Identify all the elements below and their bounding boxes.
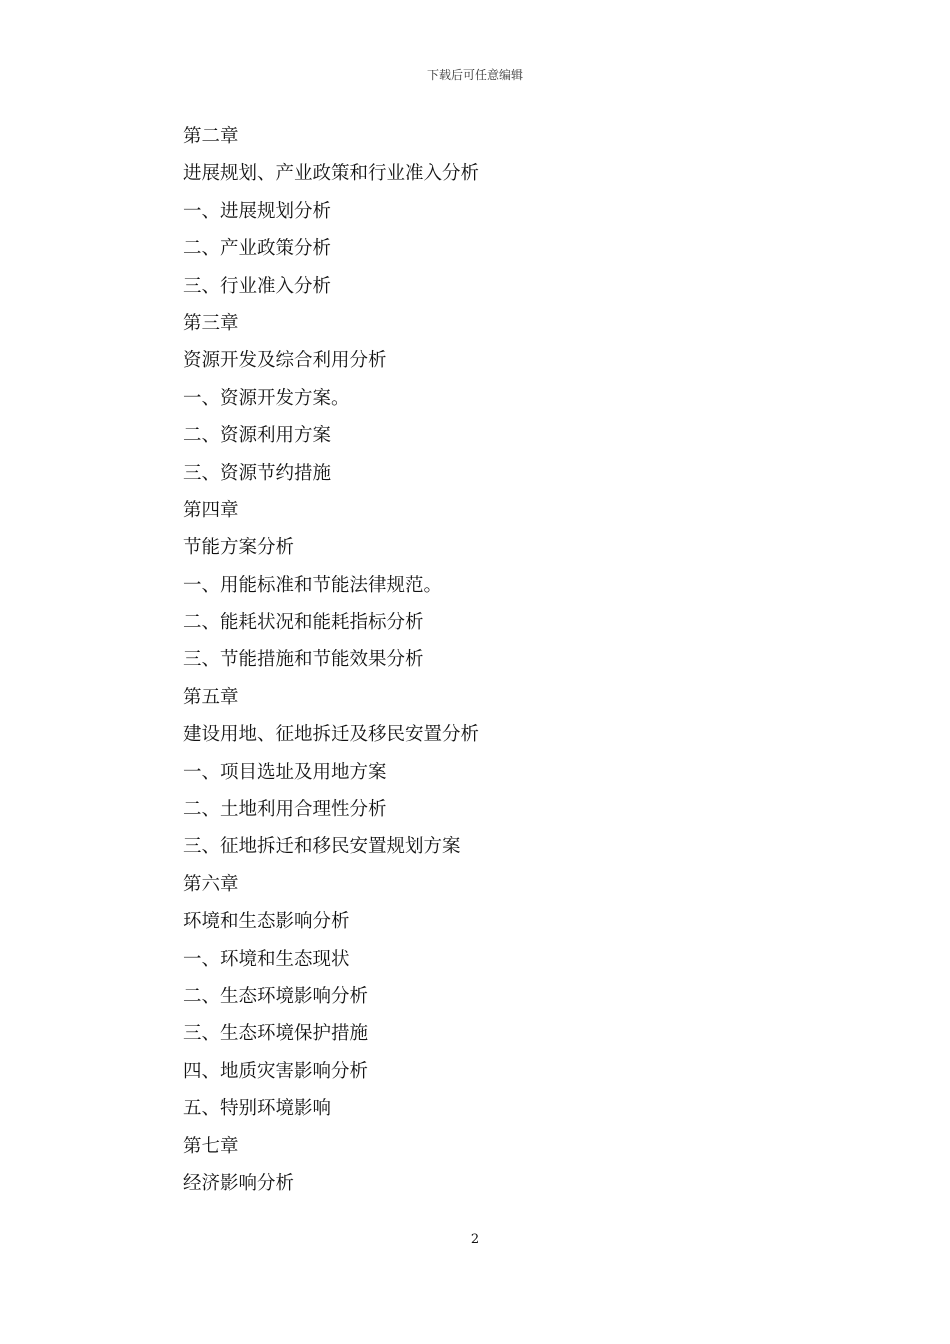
section-item: 一、进展规划分析 xyxy=(183,200,332,222)
section-item: 三、行业准入分析 xyxy=(183,275,332,297)
chapter-title-2: 进展规划、产业政策和行业准入分析 xyxy=(183,163,480,185)
page-header: 下载后可任意编辑 xyxy=(426,68,523,82)
section-item: 二、产业政策分析 xyxy=(183,238,332,260)
section-item: 五、特别环境影响 xyxy=(183,1098,332,1120)
section-item: 二、土地利用合理性分析 xyxy=(183,799,387,821)
chapter-heading-3: 第三章 xyxy=(183,312,239,334)
chapter-heading-5: 第五章 xyxy=(183,686,239,708)
section-item: 三、生态环境保护措施 xyxy=(183,1023,369,1045)
chapter-title-4: 节能方案分析 xyxy=(183,537,295,559)
section-item: 一、资源开发方案。 xyxy=(183,387,350,409)
chapter-title-6: 环境和生态影响分析 xyxy=(183,911,350,933)
chapter-heading-4: 第四章 xyxy=(183,499,239,521)
chapter-heading-2: 第二章 xyxy=(183,126,239,147)
section-item: 三、节能措施和节能效果分析 xyxy=(183,649,424,671)
section-item: 二、生态环境影响分析 xyxy=(183,985,369,1007)
section-item: 四、地质灾害影响分析 xyxy=(183,1060,369,1082)
section-item: 三、资源节约措施 xyxy=(183,462,332,484)
section-item: 一、环境和生态现状 xyxy=(183,948,350,970)
chapter-title-7: 经济影响分析 xyxy=(183,1172,295,1194)
chapter-title-5: 建设用地、征地拆迁及移民安置分析 xyxy=(183,724,480,746)
document-body xyxy=(183,124,783,1208)
chapter-heading-6: 第六章 xyxy=(183,873,239,895)
chapter-heading-7: 第七章 xyxy=(183,1135,239,1157)
section-item: 一、用能标准和节能法律规范。 xyxy=(183,574,443,596)
section-item: 二、能耗状况和能耗指标分析 xyxy=(183,612,424,634)
section-item: 三、征地拆迁和移民安置规划方案 xyxy=(183,836,461,858)
section-item: 二、资源利用方案 xyxy=(183,425,332,447)
section-item: 一、项目选址及用地方案 xyxy=(183,761,387,783)
page-number: 2 xyxy=(470,1232,480,1247)
chapter-title-3: 资源开发及综合利用分析 xyxy=(183,350,387,372)
